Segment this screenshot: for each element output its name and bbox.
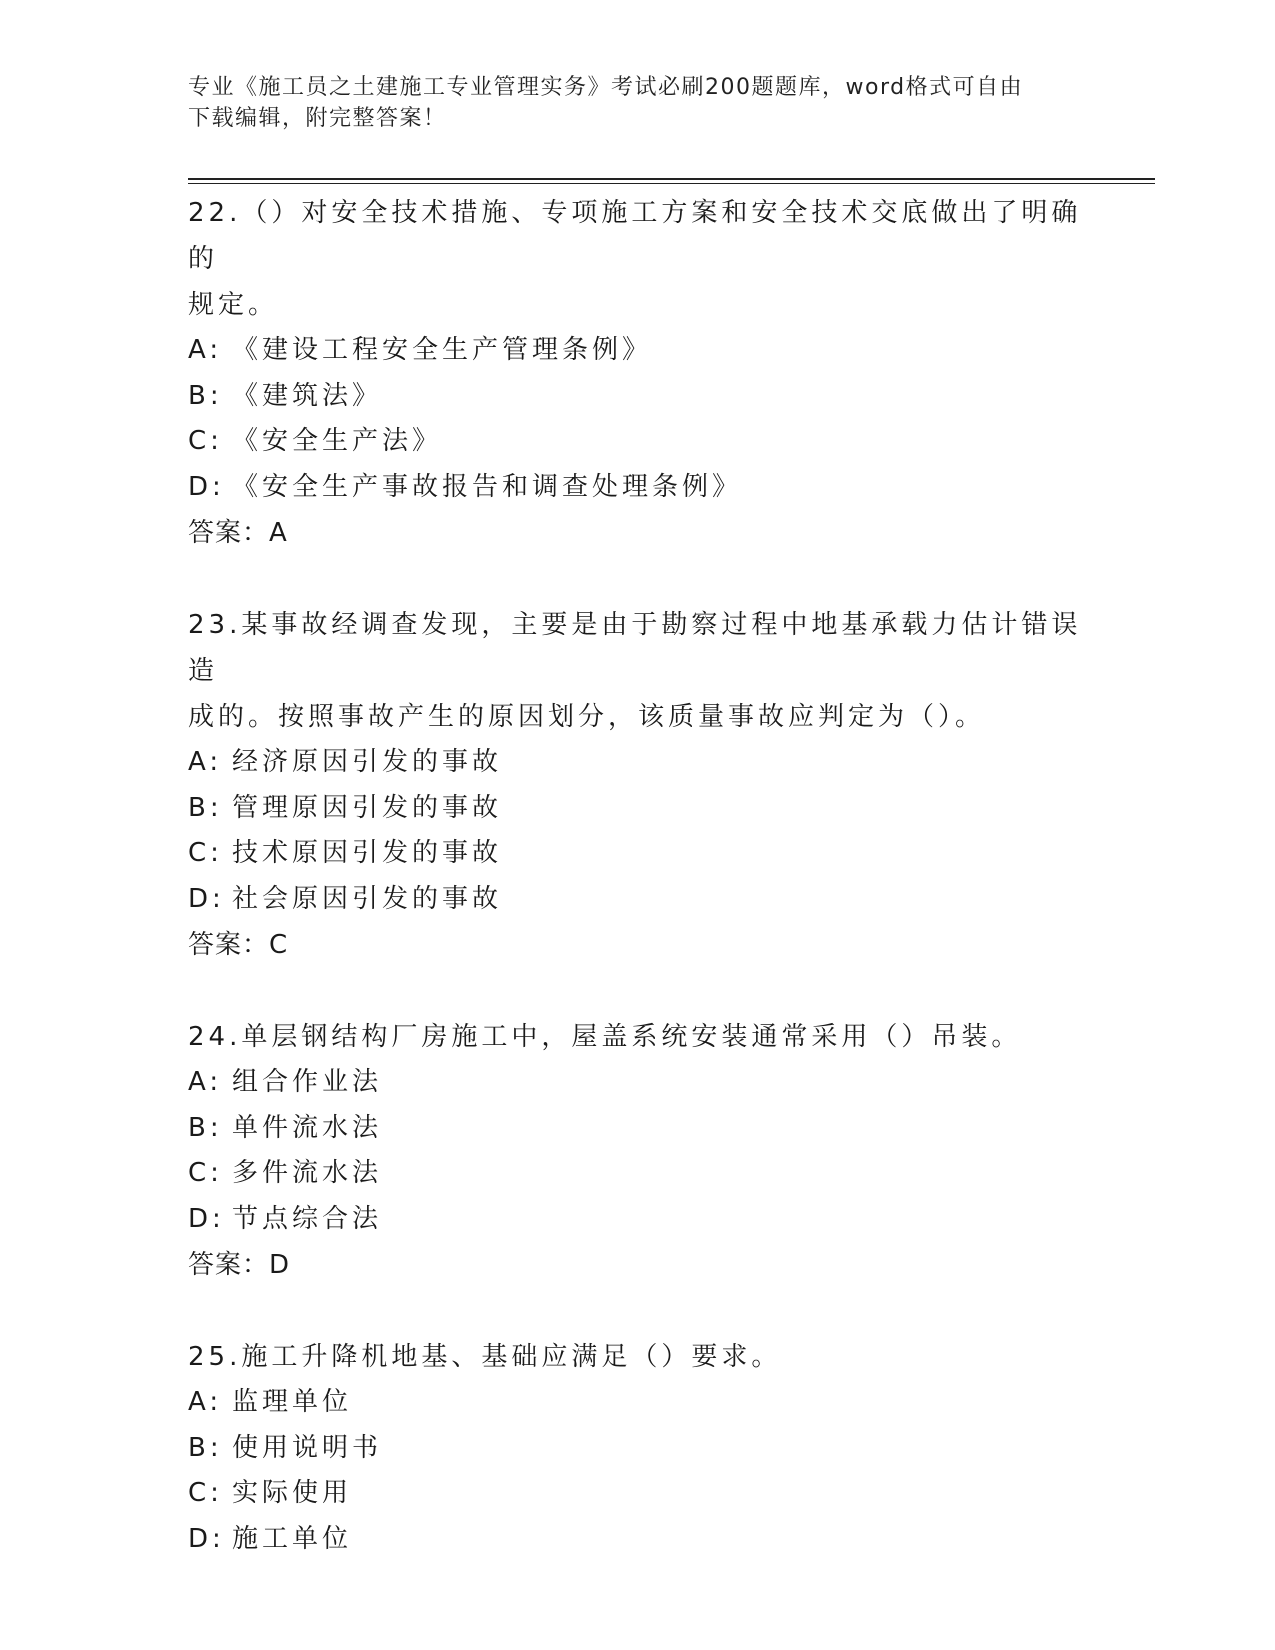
option-a <box>188 740 1088 786</box>
document-header <box>188 72 1078 134</box>
question-list <box>188 190 1088 1608</box>
option-b <box>188 1106 1088 1152</box>
option-text: 组合作业法 <box>232 1067 383 1097</box>
option-b <box>188 374 1088 420</box>
option-c <box>188 1151 1088 1197</box>
option-text: 节点综合法 <box>232 1203 383 1234</box>
option-text: 实际使用 <box>232 1478 353 1508</box>
question-22 <box>188 190 1088 556</box>
option-text: 《安全生产事故报告和调查处理条例》 <box>232 471 743 502</box>
option-letter: B: <box>188 1112 223 1143</box>
option-text: 经济原因引发的事故 <box>232 747 503 777</box>
option-text: 多件流水法 <box>232 1158 383 1188</box>
option-letter: B: <box>188 1432 223 1463</box>
question-text-line: 25.施工升降机地基、基础应满足（）要求。 <box>188 1342 782 1372</box>
option-text: 社会原因引发的事故 <box>232 883 503 914</box>
option-text: 施工单位 <box>232 1523 353 1554</box>
option-text: 管理原因引发的事故 <box>232 792 503 823</box>
option-a <box>188 1380 1088 1426</box>
option-d <box>188 465 1088 511</box>
option-letter: C: <box>188 1158 223 1188</box>
option-d <box>188 1517 1088 1563</box>
answer: 答案：A <box>188 518 288 548</box>
option-b <box>188 786 1088 832</box>
answer: 答案：D <box>188 1250 291 1280</box>
question-text-line: 规定。 <box>188 290 279 320</box>
option-text: 《安全生产法》 <box>232 426 443 456</box>
option-c <box>188 1471 1088 1517</box>
option-letter: D: <box>188 1203 225 1234</box>
option-text: 技术原因引发的事故 <box>232 838 503 868</box>
answer: 答案：C <box>188 930 289 960</box>
header-divider-thick <box>188 178 1155 180</box>
option-letter: C: <box>188 1478 223 1508</box>
option-letter: C: <box>188 426 223 456</box>
option-letter: A: <box>188 1387 223 1417</box>
option-d <box>188 877 1088 923</box>
question-text-line: 24.单层钢结构厂房施工中，屋盖系统安装通常采用（）吊装。 <box>188 1022 1022 1052</box>
option-letter: D: <box>188 883 225 914</box>
option-letter: B: <box>188 380 223 411</box>
option-letter: D: <box>188 471 225 502</box>
option-text: 《建筑法》 <box>232 380 383 411</box>
option-d <box>188 1197 1088 1243</box>
option-letter: A: <box>188 1067 223 1097</box>
option-c <box>188 831 1088 877</box>
option-text: 《建设工程安全生产管理条例》 <box>232 335 653 365</box>
option-a <box>188 1060 1088 1106</box>
question-text-line: 22.（）对安全技术措施、专项施工方案和安全技术交底做出了明确的 <box>188 198 1082 274</box>
option-text: 单件流水法 <box>232 1112 383 1143</box>
option-text: 使用说明书 <box>232 1432 383 1463</box>
question-24 <box>188 1014 1088 1288</box>
option-letter: C: <box>188 838 223 868</box>
header-line-1: 专业《施工员之土建施工专业管理实务》考试必刷200题题库，word格式可自由 <box>188 75 1024 100</box>
option-text: 监理单位 <box>232 1387 353 1417</box>
header-line-2: 下载编辑，附完整答案！ <box>188 106 447 131</box>
option-letter: A: <box>188 335 223 365</box>
option-b <box>188 1426 1088 1472</box>
header-divider-thin <box>188 183 1155 184</box>
option-a <box>188 328 1088 374</box>
option-letter: B: <box>188 792 223 823</box>
option-letter: D: <box>188 1523 225 1554</box>
question-23 <box>188 602 1088 968</box>
question-text-line: 23.某事故经调查发现，主要是由于勘察过程中地基承载力估计错误造 <box>188 610 1082 686</box>
question-text-line: 成的。按照事故产生的原因划分，该质量事故应判定为（）。 <box>188 702 986 732</box>
question-25 <box>188 1334 1088 1562</box>
option-letter: A: <box>188 747 223 777</box>
option-c <box>188 419 1088 465</box>
